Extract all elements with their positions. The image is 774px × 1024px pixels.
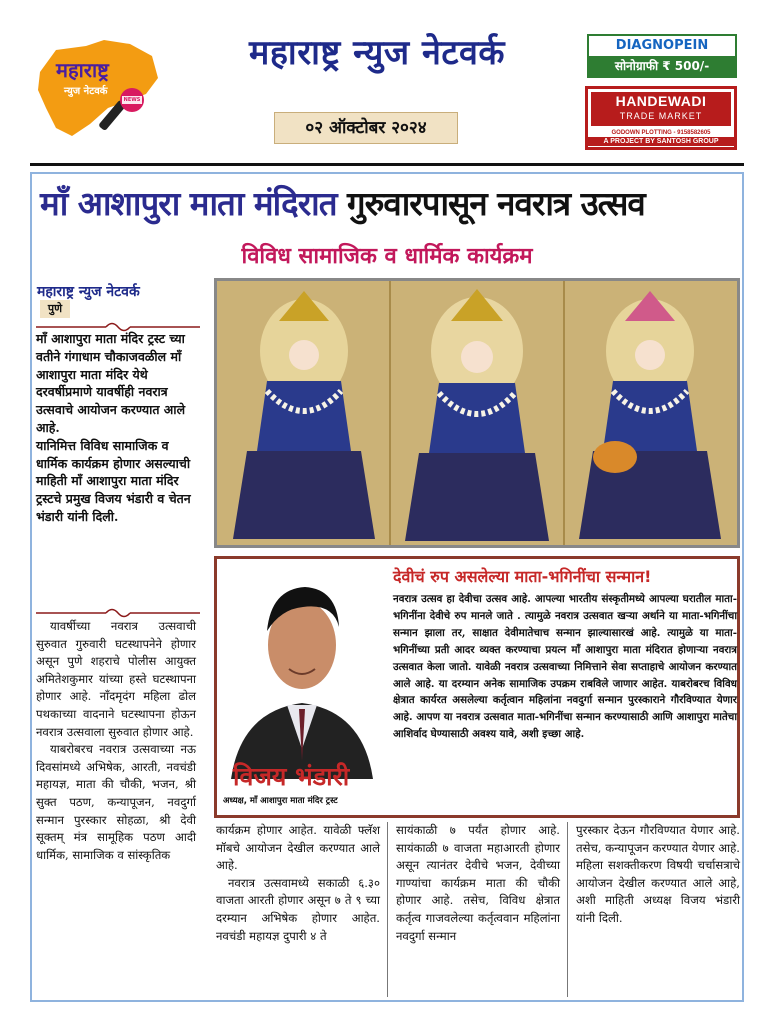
ad-handewadi-name: HANDEWADI [615,93,707,109]
body-paragraph: नवरात्र उत्सवामध्ये सकाळी ६.३० वाजता आरती होणार असून ७ ते ९ च्या दरम्यान अभिषेक होणार आहेत. नवचंडी महायज्ञ दुपारी ४ ते [216,875,380,943]
article-column-3 [396,822,560,945]
body-paragraph: याबरोबरच नवरात्र उत्सवाच्या नऊ दिवसांमध्ये अभिषेक, आरती, नवचंडी महायज्ञ, माता की चौकी, भजन, श्री सुक्त पठण, कन्यापूजन, नवदुर्गा सन्मान पुरस्कार सोहळा, श्री देवी सूक्तम् मंत्र सामूहिक पठण आदी धार्मिक, सामाजिक व सांस्कृतिक [36,742,196,862]
body-paragraph: यावर्षीच्या नवरात्र उत्सवाची सुरुवात गुरुवारी घटस्थापनेने होणार असून पुणे शहराचे पोलीस आयुक्त अमितेशकुमार यांच्या हस्ते घटस्थापना होणार आहे. नाँदमृदंग महिला ढोल पथकाच्या वादनाने घटस्थापना होऊन नवरात्र उत्सवाला सुरुवात होणार आहे. [36,619,196,739]
byline: महाराष्ट्र न्युज नेटवर्क [37,284,140,300]
feature-box [214,556,740,818]
intro-paragraph: माँ आशापुरा माता मंदिर ट्रस्ट च्या वतीने गंगाधाम चौकाजवळील माँ आशापुरा माता मंदिर येथे दरवर्षीप्रमाणे यावर्षीही नवरात्र उत्सवाचे आयोजन करण्यात आले आहे. [36,331,186,435]
deity-photo [214,278,740,548]
masthead-logo [34,38,162,142]
ad-handewadi-footer: A PROJECT BY SANTOSH GROUP [588,137,734,146]
headline-part-1: माँ आशापुरा माता मंदिरात [40,184,337,223]
masthead-divider [30,163,744,166]
feature-body: नवरात्र उत्सव हा देवीचा उत्सव आहे. आपल्या भारतीय संस्कृतीमध्ये आपल्या घरातील माता-भगिनींना देवीचे रुप मानले जाते . त्यामुळे नवरात्र उत्सवात खऱ्या अर्थाने या माता-भगिनींचा सन्मान झाला तर, साक्षात देवीमातेचाच सन्मान झाल्यासारखं आहे. त्यामुळे या माता-भगिनींच्या प्रती आदर व्यक्त करण्याचा प्रयत्न माँ आशापुरा माता मंदिरात होणाऱ्या नवरात्र उत्सवात केला जातो. यावेळी नवरात्र उत्सवाच्या निमित्ताने सेवा सप्ताहाचे आयोजन करण्यात आले आहे. या दरम्यान अनेक सामाजिक उपक्रम राबविले जाणार आहेत. याबरोबरच विविध क्षेत्रात कार्यरत असलेल्या कर्तृत्वान महिलांना नवदुर्गा सन्मान पुरस्काराने गौरविण्यात येणार आहे. आपण या नवरात्र उत्सवात माता-भगिनींचा सन्मान करण्यासाठी आणि आशापुरा मातेचा आशिर्वाद घेण्यासाठी अवश्य यावे, अशी इच्छा आहे. [393,593,737,741]
article-subheadline: विविध सामाजिक व धार्मिक कार्यक्रम [241,244,533,269]
logo-mic-label: NEWS [123,97,141,103]
logo-subtitle: न्युज नेटवर्क [64,86,108,97]
headline-part-2: गुरुवारपासून नवरात्र उत्सव [347,184,645,223]
article-intro [36,330,200,526]
body-paragraph: कार्यक्रम होणार आहेत. यावेळी फ्लॅश मॉबचे आयोजन देखील करण्यात आले आहे. [216,823,380,873]
ad-handewadi-banner [591,92,731,126]
issue-date: ०२ ऑक्टोबर २०२४ [274,112,458,144]
column-divider [387,822,388,997]
ad-handewadi-detail: GODOWN PLOTTING - 9158582605 [611,130,711,136]
ornament-divider [36,318,200,330]
column-divider [567,822,568,997]
feature-heading: देवीचं रुप असलेल्या माता-भगिनींचा सन्मान! [393,567,652,586]
dateline: पुणे [40,300,70,318]
ad-diagnopein-offer: सोनोग्राफी ₹ 500/- [589,56,735,76]
person-role: अध्यक्ष, माँ आशापुरा माता मंदिर ट्रस्ट [223,796,338,806]
ornament-divider [36,604,200,616]
newspaper-title: महाराष्ट्र न्युज नेटवर्क [249,33,505,73]
intro-paragraph: यानिमित्त विविध सामाजिक व धार्मिक कार्यक्रम होणार असल्याची माहिती माँ आशापुरा माता मंदिर ट्रस्टचे प्रमुख विजय भंडारी व चेतन भंडारी यांनी दिली. [36,437,191,524]
article-headline [40,180,740,230]
ad-handewadi-tagline: TRADE MARKET [619,111,703,121]
ad-diagnopein-brand: DIAGNOPEIN [615,38,709,53]
logo-title: महाराष्ट्र [56,58,109,82]
ad-diagnopein[interactable] [587,34,737,78]
person-name: विजय भंडारी [233,762,350,791]
article-column-4 [576,822,740,928]
body-paragraph: सायंकाळी ७ पर्यंत होणार आहे. सायंकाळी ७ वाजता महाआरती होणार असून त्यानंतर देवीचे भजन, देवीच्या गाण्यांचा कार्यक्रम माता की चौकी होणार आहे. तसेच, विविध क्षेत्रात कर्तृत्व गाजवलेल्या कर्तृत्ववान महिलांना नवदुर्गा सन्मान [396,823,560,943]
ad-handewadi[interactable] [585,86,737,150]
article-column-1 [36,618,196,864]
article-column-2 [216,822,380,945]
body-paragraph: पुरस्कार देऊन गौरविण्यात येणार आहे. तसेच, कन्यापूजन करण्यात येणार आहे. महिला सशक्तीकरण विषयी चर्चासत्राचे आयोजन देखील करण्यात आले आहे, अशी माहिती अध्यक्ष विजय भंडारी यांनी दिली. [576,823,740,925]
